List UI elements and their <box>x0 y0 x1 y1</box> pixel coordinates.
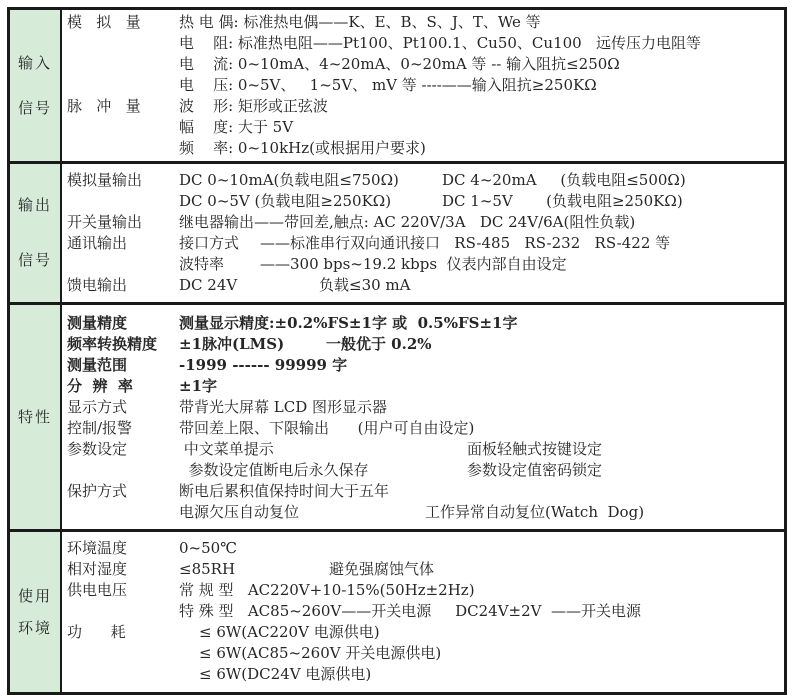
spec-row <box>67 397 780 418</box>
spec-value: 电 压: 0~5V、 1~5V、 mV 等 ----——输入阻抗≥250KΩ <box>179 76 597 94</box>
spec-value-secondary: 负载≤30 mA <box>319 276 411 294</box>
spec-value: 接口方式 <box>179 234 240 252</box>
spec-value: ±1字 <box>179 377 218 395</box>
spec-row <box>67 96 780 159</box>
spec-row-lines <box>179 96 780 159</box>
section-input-signal <box>10 10 784 164</box>
spec-row-lines <box>179 439 780 481</box>
spec-row-label: 参数设定 <box>67 440 128 458</box>
spec-value-secondary: 参数设定值密码锁定 <box>467 461 603 479</box>
spec-row-label: 模 拟 量 <box>67 13 141 31</box>
spec-row <box>67 439 780 481</box>
spec-row-lines <box>179 418 780 439</box>
spec-row <box>67 233 780 275</box>
spec-line <box>179 355 780 376</box>
section-output-signal <box>10 164 784 305</box>
spec-value: -1999 ------ 99999 字 <box>179 356 348 374</box>
spec-row <box>67 313 780 334</box>
spec-row-lines <box>179 313 780 334</box>
spec-line <box>179 275 780 296</box>
spec-line <box>179 334 780 355</box>
spec-line <box>179 664 780 685</box>
spec-value: 带背光大屏幕 LCD 图形显示器 <box>179 398 388 416</box>
spec-value: 继电器输出——带回差,触点: AC 220V/3A DC 24V/6A(阻性负载) <box>179 213 636 231</box>
section-header-label: 环境 <box>17 618 52 637</box>
section-operating-environment <box>10 532 784 692</box>
spec-row-lines <box>179 580 780 622</box>
spec-row-lines <box>179 233 780 275</box>
spec-row-lines <box>179 334 780 355</box>
spec-row-label: 通讯输出 <box>67 234 128 252</box>
spec-line <box>179 397 780 418</box>
spec-line <box>179 580 780 601</box>
spec-row <box>67 334 780 355</box>
spec-value: 参数设定值断电后永久保存 <box>179 461 369 479</box>
spec-line <box>179 138 780 159</box>
spec-row <box>67 580 780 622</box>
section-header-label: 使用 <box>17 586 52 605</box>
spec-line <box>179 191 780 212</box>
spec-row <box>67 418 780 439</box>
spec-row <box>67 559 780 580</box>
spec-value: 幅 度: 大于 5V <box>179 118 294 136</box>
spec-row-label: 频率转换精度 <box>67 335 158 353</box>
spec-line <box>179 538 780 559</box>
spec-row-lines <box>179 170 780 212</box>
spec-row <box>67 170 780 212</box>
spec-row-label: 功 耗 <box>67 623 126 641</box>
spec-value: DC 0~5V (负载电阻≥250KΩ) <box>179 192 392 210</box>
spec-line <box>179 33 780 54</box>
spec-value: ≤85RH <box>179 560 236 578</box>
spec-value: ≤ 6W(AC220V 电源供电) <box>199 623 380 641</box>
spec-line <box>179 643 780 664</box>
spec-line <box>179 233 780 254</box>
spec-value: 热 电 偶: 标准热电偶——K、E、B、S、J、T、We 等 <box>179 13 541 31</box>
spec-value: ±1脉冲(LMS) 一般优于 0.2% <box>179 335 432 353</box>
spec-line <box>179 481 780 502</box>
section-header-characteristics <box>10 305 62 529</box>
spec-row-label: 分 辨 率 <box>67 377 133 395</box>
spec-row-lines <box>179 559 780 580</box>
spec-line <box>179 117 780 138</box>
spec-row-lines <box>179 538 780 559</box>
spec-value-secondary: DC 1~5V (负载电阻≥250KΩ) <box>442 192 683 210</box>
spec-row <box>67 622 780 685</box>
spec-line <box>179 460 780 481</box>
spec-line <box>179 601 780 622</box>
spec-value: 断电后累积值保持时间大于五年 <box>179 482 390 500</box>
spec-value: ≤ 6W(DC24V 电源供电) <box>199 665 372 683</box>
spec-row-lines <box>179 481 780 523</box>
spec-row-lines <box>179 212 780 233</box>
spec-row-lines <box>179 622 780 685</box>
spec-row-label: 显示方式 <box>67 398 128 416</box>
section-content <box>62 164 784 302</box>
spec-line <box>179 170 780 191</box>
spec-row-label: 控制/报警 <box>67 419 133 437</box>
section-header-label: 信号 <box>17 98 52 117</box>
spec-row <box>67 481 780 523</box>
spec-value: 电 流: 0~10mA、4~20mA、0~20mA 等 -- 输入阻抗≤250Ω <box>179 55 620 73</box>
section-content <box>62 532 784 692</box>
spec-line <box>179 54 780 75</box>
spec-value: DC 24V <box>179 276 238 294</box>
spec-row-lines <box>179 397 780 418</box>
spec-line <box>179 418 780 439</box>
spec-value: 电 阻: 标准热电阻——Pt100、Pt100.1、Cu50、Cu100 远传压力电阻等 <box>179 34 702 52</box>
spec-line <box>179 439 780 460</box>
spec-value-secondary: 面板轻触式按键设定 <box>467 440 603 458</box>
spec-row-label: 保护方式 <box>67 482 128 500</box>
spec-value: 频 率: 0~10kHz(或根据用户要求) <box>179 139 426 157</box>
spec-row <box>67 376 780 397</box>
spec-value-secondary: ——300 bps~19.2 kbps 仪表内部自由设定 <box>260 255 567 273</box>
spec-value: 波 形: 矩形或正弦波 <box>179 97 328 115</box>
spec-row-label: 测量精度 <box>67 314 128 332</box>
spec-value-secondary: DC 4~20mA (负载电阻≤500Ω) <box>442 171 686 189</box>
spec-line <box>179 75 780 96</box>
section-header-label: 输出 <box>17 196 52 214</box>
section-characteristics <box>10 305 784 532</box>
spec-row <box>67 538 780 559</box>
spec-value: 0~50℃ <box>179 539 237 557</box>
spec-row-label: 馈电输出 <box>67 276 128 294</box>
spec-line <box>179 313 780 334</box>
spec-row-label: 相对湿度 <box>67 560 128 578</box>
spec-row <box>67 212 780 233</box>
section-content <box>62 305 784 529</box>
spec-value: 特 殊 型 AC85~260V——开关电源 DC24V±2V ——开关电源 <box>179 602 642 620</box>
spec-row-lines <box>179 355 780 376</box>
spec-line <box>179 12 780 33</box>
spec-row-label: 脉 冲 量 <box>67 97 141 115</box>
section-header-operating-environment <box>10 532 62 692</box>
spec-line <box>179 622 780 643</box>
spec-value: 波特率 <box>179 255 225 273</box>
spec-value: ≤ 6W(AC85~260V 开关电源供电) <box>199 644 442 662</box>
spec-row-lines <box>179 275 780 296</box>
spec-line <box>179 96 780 117</box>
spec-row-label: 测量范围 <box>67 356 128 374</box>
spec-value: 电源欠压自动复位 <box>179 503 300 521</box>
spec-row <box>67 12 780 96</box>
spec-value: DC 0~10mA(负载电阻≤750Ω) <box>179 171 399 189</box>
spec-line <box>179 254 780 275</box>
spec-line <box>179 502 780 523</box>
spec-row-lines <box>179 12 780 96</box>
spec-row-label: 模拟量输出 <box>67 171 143 189</box>
spec-value: 测量显示精度:±0.2%FS±1字 或 0.5%FS±1字 <box>179 314 518 332</box>
spec-value-secondary: 避免强腐蚀气体 <box>329 560 435 578</box>
spec-row-label: 供电电压 <box>67 581 128 599</box>
section-header-label: 特性 <box>17 407 52 426</box>
spec-row <box>67 355 780 376</box>
spec-row-lines <box>179 376 780 397</box>
spec-row-label: 环境温度 <box>67 539 128 557</box>
spec-value: 常 规 型 AC220V+10-15%(50Hz±2Hz) <box>179 581 475 599</box>
spec-line <box>179 212 780 233</box>
spec-row-label: 开关量输出 <box>67 213 143 231</box>
section-header-input-signal <box>10 10 62 161</box>
instrument-spec-table <box>7 7 787 695</box>
spec-value-secondary: ——标准串行双向通讯接口 RS-485 RS-232 RS-422 等 <box>260 234 671 252</box>
spec-row <box>67 275 780 296</box>
spec-value: 带回差上限、下限输出 (用户可自由设定) <box>179 419 475 437</box>
spec-line <box>179 376 780 397</box>
section-content <box>62 10 784 161</box>
spec-value: 中文菜单提示 <box>179 440 274 458</box>
section-header-label: 信号 <box>17 251 52 269</box>
section-header-output-signal <box>10 164 62 302</box>
section-header-label: 输入 <box>17 53 52 72</box>
spec-line <box>179 559 780 580</box>
spec-value-secondary: 工作异常自动复位(Watch Dog) <box>425 503 645 521</box>
